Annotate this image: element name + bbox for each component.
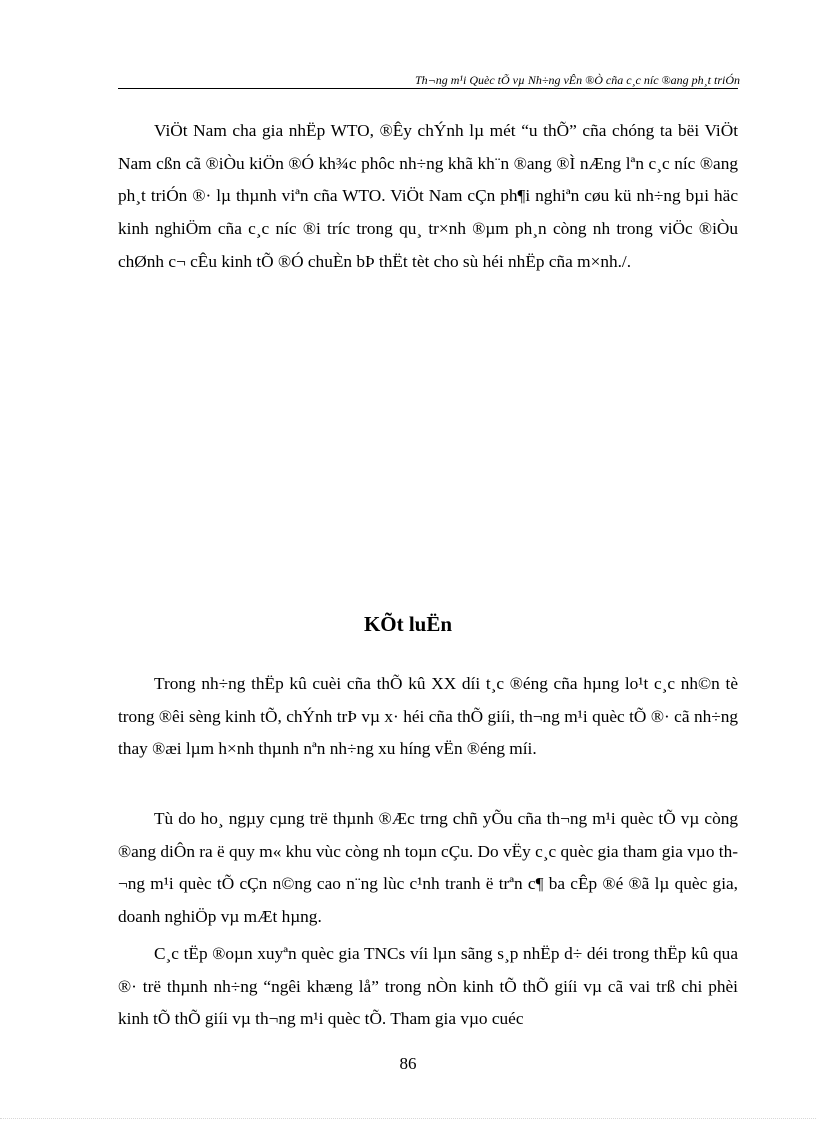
body-paragraph: ViÖt Nam cha gia nhËp WTO, ®Êy chÝnh lµ mét “u thÕ” cña chóng ta bëi ViÖt Nam cßn cã ®iÒu kiÖn ®Ó kh¾c phôc nh÷ng khã kh¨n ®ang ®Ì nÆng lªn c¸c níc ®ang ph¸t triÓn ®· lµ thµnh viªn cña WTO. ViÖt Nam cÇn ph¶i nghiªn cøu kü nh÷ng bµi häc kinh nghiÖm cña c¸c níc ®i tríc trong qu¸ tr×nh ®µm ph¸n còng nh trong viÖc ®iÒu chØnh c¬ cÊu kinh tÕ ®Ó chuÈn bÞ thËt tèt cho sù héi nhËp cña m×nh./.	[118, 121, 738, 271]
body-paragraph: C¸c tËp ®oµn xuyªn quèc gia TNCs víi lµn sãng s¸p nhËp d÷ déi trong thËp kû qua ®· trë thµnh nh÷ng “ngêi khæng lå” trong nÒn kinh tÕ thÕ giíi vµ cã vai trß chi phèi kinh tÕ thÕ giíi vµ th¬ng m¹i quèc tÕ. Tham gia vµo cuéc	[118, 944, 738, 1029]
body-paragraph: Tù do ho¸ ngµy cµng trë thµnh ®Æc trng chñ yÕu cña th¬ng m¹i quèc tÕ vµ còng ®ang diÔn ra ë quy m« khu vùc còng nh toµn cÇu. Do vËy c¸c quèc gia tham gia vµo th¬ng m¹i quèc tÕ cÇn n©ng cao n¨ng lùc c¹nh tranh ë trªn c¶ ba cÊp ®é ®ã lµ quèc gia, doanh nghiÖp vµ mÆt hµng.	[118, 809, 738, 927]
section-title: KÕt luËn	[363, 612, 453, 636]
page-number: 86	[399, 1054, 417, 1073]
body-paragraph: Trong nh÷ng thËp kû cuèi cña thÕ kû XX díi t¸c ®éng cña hµng lo¹t c¸c nh©n tè trong ®êi sèng kinh tÕ, chÝnh trÞ vµ x· héi cña thÕ giíi, th¬ng m¹i quèc tÕ ®· cã nh÷ng thay ®æi lµm h×nh thµnh nªn nh÷ng xu híng vËn ®éng míi.	[118, 674, 738, 759]
header-rule	[118, 88, 738, 89]
running-header: Th¬ng m¹i Quèc tÕ vµ Nh÷ng vÊn ®Ò cña c¸c níc ®ang ph¸t triÓn	[414, 73, 740, 87]
page-bottom-edge	[0, 1118, 816, 1119]
